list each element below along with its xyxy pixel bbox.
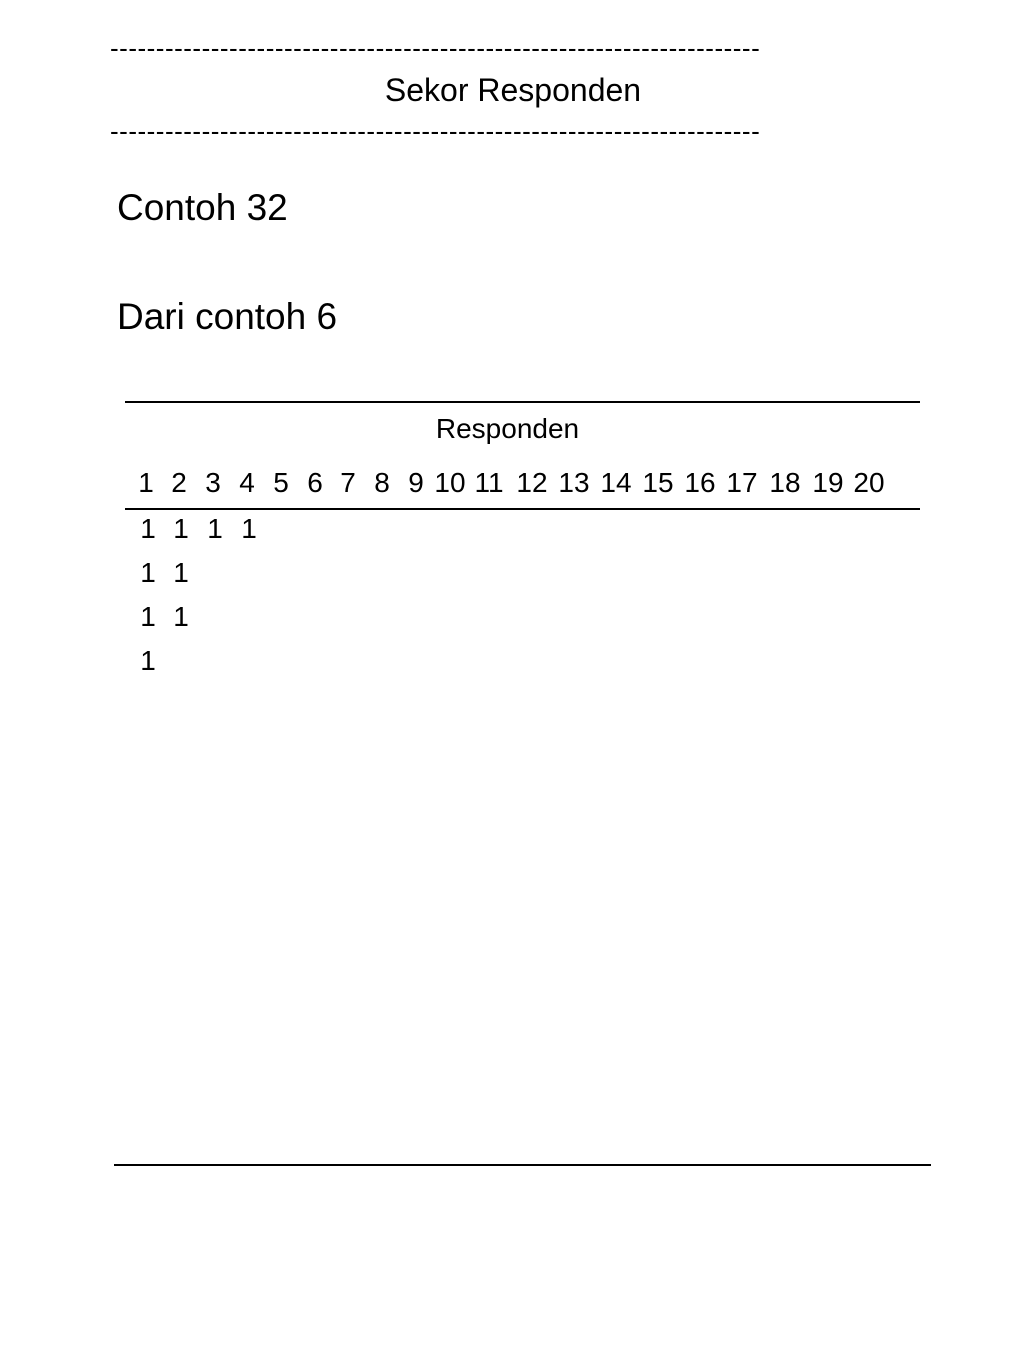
table-cell: 1 — [140, 645, 156, 676]
table-row — [0, 644, 1024, 678]
table-row — [0, 600, 1024, 634]
column-header: 8 — [374, 467, 390, 498]
table-cell: 1 — [173, 557, 189, 588]
column-header: 3 — [205, 467, 221, 498]
table-cell: 1 — [173, 601, 189, 632]
column-header: 5 — [273, 467, 289, 498]
column-header: 11 — [474, 467, 504, 498]
column-header: 18 — [769, 467, 801, 498]
top-dashed-line: ----------------------------------------------------------------------- — [110, 36, 761, 60]
column-header: 16 — [684, 467, 716, 498]
column-header: 4 — [239, 467, 255, 498]
column-header: 14 — [600, 467, 632, 498]
contoh-label: Contoh 32 — [117, 187, 288, 228]
bottom-dashed-line: ----------------------------------------------------------------------- — [110, 119, 761, 143]
column-header: 1 — [138, 467, 154, 498]
column-header: 20 — [853, 467, 885, 498]
column-header: 6 — [307, 467, 323, 498]
page-title: Sekor Responden — [384, 72, 642, 108]
column-header: 2 — [171, 467, 187, 498]
table-top-rule — [125, 401, 920, 403]
column-header: 15 — [642, 467, 674, 498]
column-header: 17 — [726, 467, 758, 498]
table-cell: 1 — [140, 557, 156, 588]
table-cell: 1 — [140, 601, 156, 632]
table-row — [0, 556, 1024, 590]
table-cell: 1 — [140, 513, 156, 544]
table-header-rule — [125, 508, 920, 510]
table-row — [0, 512, 1024, 546]
table-cell: 1 — [207, 513, 223, 544]
responden-header: Responden — [435, 413, 580, 444]
column-header: 12 — [516, 467, 548, 498]
table-cell: 1 — [173, 513, 189, 544]
column-header: 10 — [434, 467, 466, 498]
column-header: 9 — [408, 467, 424, 498]
column-header: 13 — [558, 467, 590, 498]
table-cell: 1 — [241, 513, 257, 544]
column-header: 7 — [340, 467, 356, 498]
page-bottom-rule — [114, 1164, 931, 1166]
dari-contoh-label: Dari contoh 6 — [117, 296, 338, 337]
column-header-row — [0, 466, 1024, 500]
column-header: 19 — [812, 467, 844, 498]
